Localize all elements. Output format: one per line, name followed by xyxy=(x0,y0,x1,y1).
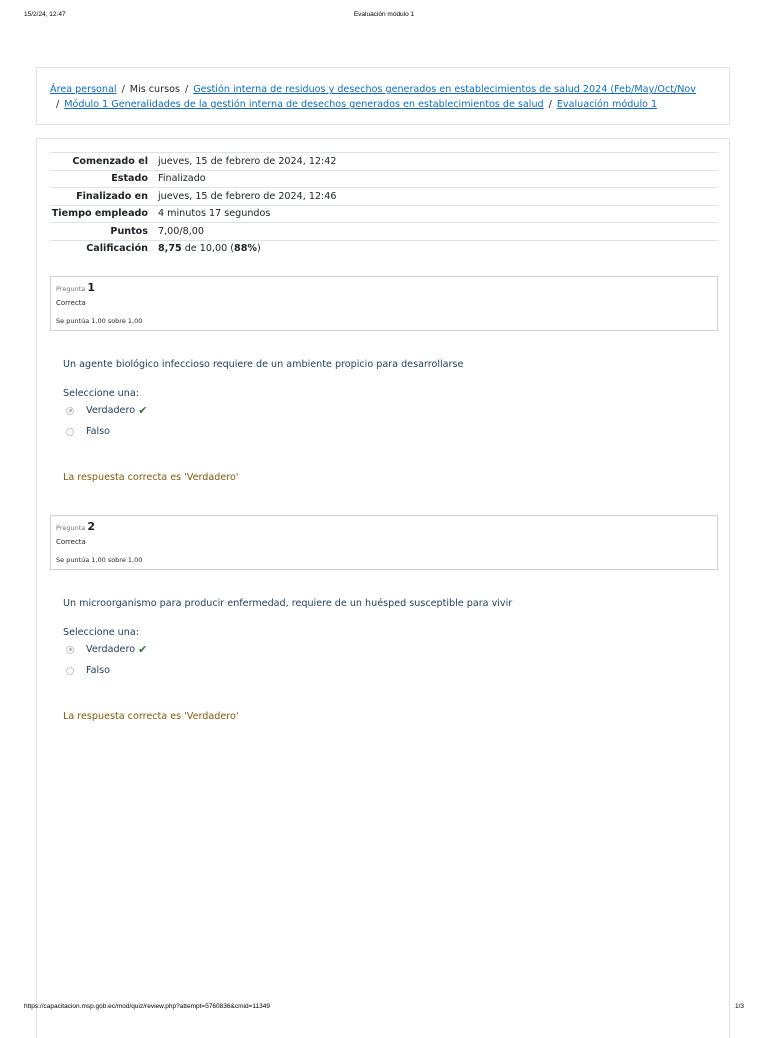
breadcrumb-item-mis-cursos[interactable]: Mis cursos xyxy=(129,84,180,95)
answer-option-label: Falso xyxy=(86,426,111,437)
breadcrumb-separator: / xyxy=(184,84,189,95)
print-header xyxy=(24,11,744,21)
summary-label: Calificación xyxy=(86,243,148,254)
summary-label: Comenzado el xyxy=(72,155,148,167)
grade-out-of: de 10,00 ( xyxy=(181,243,235,254)
right-answer-feedback: La respuesta correcta es 'Verdadero' xyxy=(63,472,239,483)
print-footer xyxy=(24,1003,744,1013)
summary-value: 4 minutos 17 segundos xyxy=(158,208,271,219)
question-grade: Se puntúa 1,00 sobre 1,00 xyxy=(56,317,143,325)
quiz-review-card xyxy=(36,138,730,1038)
answer-option-label: Falso xyxy=(86,665,111,676)
answer-option-label: Verdadero xyxy=(86,644,136,655)
breadcrumb-separator: / xyxy=(121,84,125,95)
summary-label: Estado xyxy=(111,173,148,184)
question-text-2: Un microorganismo para producir enfermedad, requiere de un huésped susceptible para vivir xyxy=(63,598,513,609)
summary-row-state xyxy=(50,170,718,188)
answer-option-true[interactable] xyxy=(66,644,147,655)
answer-option-false[interactable] xyxy=(66,665,110,676)
question-prefix: Pregunta xyxy=(56,285,86,293)
radio-button[interactable] xyxy=(66,428,74,436)
breadcrumb-separator: / xyxy=(548,99,552,110)
check-icon: ✔ xyxy=(138,404,148,417)
summary-value: jueves, 15 de febrero de 2024, 12:46 xyxy=(158,190,337,202)
breadcrumb-link-course[interactable]: Gestión interna de residuos y desechos generados en establecimientos de salud 2024 (Feb/May/Oct/Nov xyxy=(193,84,696,95)
radio-button[interactable] xyxy=(66,646,74,654)
radio-button[interactable] xyxy=(66,667,74,675)
breadcrumb-line-1 xyxy=(50,84,696,96)
summary-row-marks xyxy=(50,222,718,240)
question-grade: Se puntúa 1,00 sobre 1,00 xyxy=(56,556,143,564)
question-prompt: Seleccione una: xyxy=(63,627,139,638)
attempt-summary-table xyxy=(50,152,718,257)
question-number-value: 2 xyxy=(87,520,95,533)
breadcrumb-line-2 xyxy=(56,99,657,111)
right-answer-feedback: La respuesta correcta es 'Verdadero' xyxy=(63,711,239,722)
question-number xyxy=(56,520,95,533)
print-title: Evaluación módulo 1 xyxy=(353,11,415,18)
question-text-1: Un agente biológico infeccioso requiere de un ambiente propicio para desarrollarse xyxy=(63,359,464,370)
breadcrumb-link-quiz[interactable]: Evaluación módulo 1 xyxy=(556,99,658,110)
summary-row-grade xyxy=(50,240,718,258)
summary-label: Tiempo empleado xyxy=(51,208,148,219)
check-icon: ✔ xyxy=(138,643,148,656)
summary-row-finished xyxy=(50,187,718,205)
summary-value: Finalizado xyxy=(158,173,206,184)
print-page-number: 1/3 xyxy=(734,1003,744,1010)
summary-value: jueves, 15 de febrero de 2024, 12:42 xyxy=(158,155,337,167)
breadcrumb-separator: / xyxy=(56,99,60,110)
question-state: Correcta xyxy=(56,299,86,307)
answer-option-label: Verdadero xyxy=(86,405,136,416)
question-prefix: Pregunta xyxy=(56,524,86,532)
answer-option-true[interactable] xyxy=(66,405,147,416)
print-url: https://capacitacion.msp.gob.ec/mod/quiz/review.php?attempt=5760836&cmid=11349 xyxy=(24,1003,270,1010)
summary-label: Puntos xyxy=(110,225,148,237)
answer-option-false[interactable] xyxy=(66,426,110,437)
summary-grade-value xyxy=(158,241,718,258)
question-prompt: Seleccione una: xyxy=(63,388,139,399)
print-datetime: 15/2/24, 12:47 xyxy=(24,11,66,18)
question-info-1 xyxy=(50,276,718,331)
question-state: Correcta xyxy=(56,538,86,546)
grade-percent: 88% xyxy=(234,243,257,254)
radio-button[interactable] xyxy=(66,407,74,415)
breadcrumb-link-module[interactable]: Módulo 1 Generalidades de la gestión interna de desechos generados en establecimientos de salud xyxy=(64,99,544,110)
summary-row-time-taken xyxy=(50,205,718,223)
question-info-2 xyxy=(50,515,718,570)
summary-value: 7,00/8,00 xyxy=(158,225,204,237)
grade-close: ) xyxy=(257,243,261,254)
question-number xyxy=(56,281,95,294)
breadcrumb xyxy=(36,67,730,125)
breadcrumb-link-area-personal[interactable]: Área personal xyxy=(50,84,117,95)
summary-row-started xyxy=(50,152,718,170)
grade-score: 8,75 xyxy=(158,243,182,254)
summary-label: Finalizado en xyxy=(76,190,148,202)
question-number-value: 1 xyxy=(87,281,95,294)
